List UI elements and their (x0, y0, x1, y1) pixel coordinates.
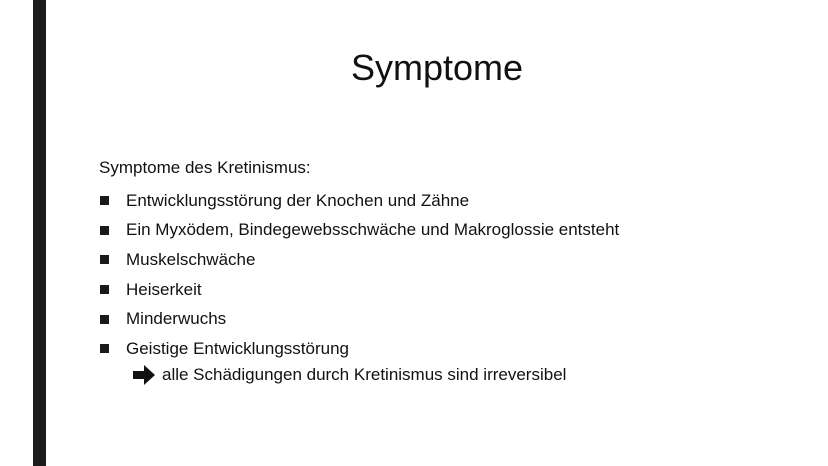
square-bullet-icon (100, 315, 109, 324)
conclusion-text: alle Schädigungen durch Kretinismus sind irreversibel (162, 365, 567, 384)
conclusion-line (132, 363, 566, 387)
list-item (99, 304, 619, 334)
list-item-text: Heiserkeit (126, 279, 202, 299)
list-item (99, 245, 619, 275)
square-bullet-icon (100, 226, 109, 235)
slide-title: Symptome (350, 47, 524, 88)
list-item-text: Minderwuchs (126, 309, 227, 329)
left-accent-bar (33, 0, 46, 466)
square-bullet-icon (100, 344, 109, 353)
symptom-list (99, 186, 619, 364)
list-item (99, 334, 619, 364)
list-item-text: Geistige Entwicklungsstörung (126, 338, 350, 358)
square-bullet-icon (100, 255, 109, 264)
list-item-text: Entwicklungsstörung der Knochen und Zähne (126, 190, 470, 210)
list-item-text: Muskelschwäche (126, 249, 256, 269)
list-item (99, 216, 619, 246)
square-bullet-icon (100, 285, 109, 294)
list-item (99, 186, 619, 216)
square-bullet-icon (100, 196, 109, 205)
list-item-text: Ein Myxödem, Bindegewebsschwäche und Makroglossie entsteht (126, 220, 620, 240)
intro-text: Symptome des Kretinismus: (99, 158, 311, 177)
arrow-right-icon (132, 364, 156, 386)
list-item (99, 275, 619, 305)
